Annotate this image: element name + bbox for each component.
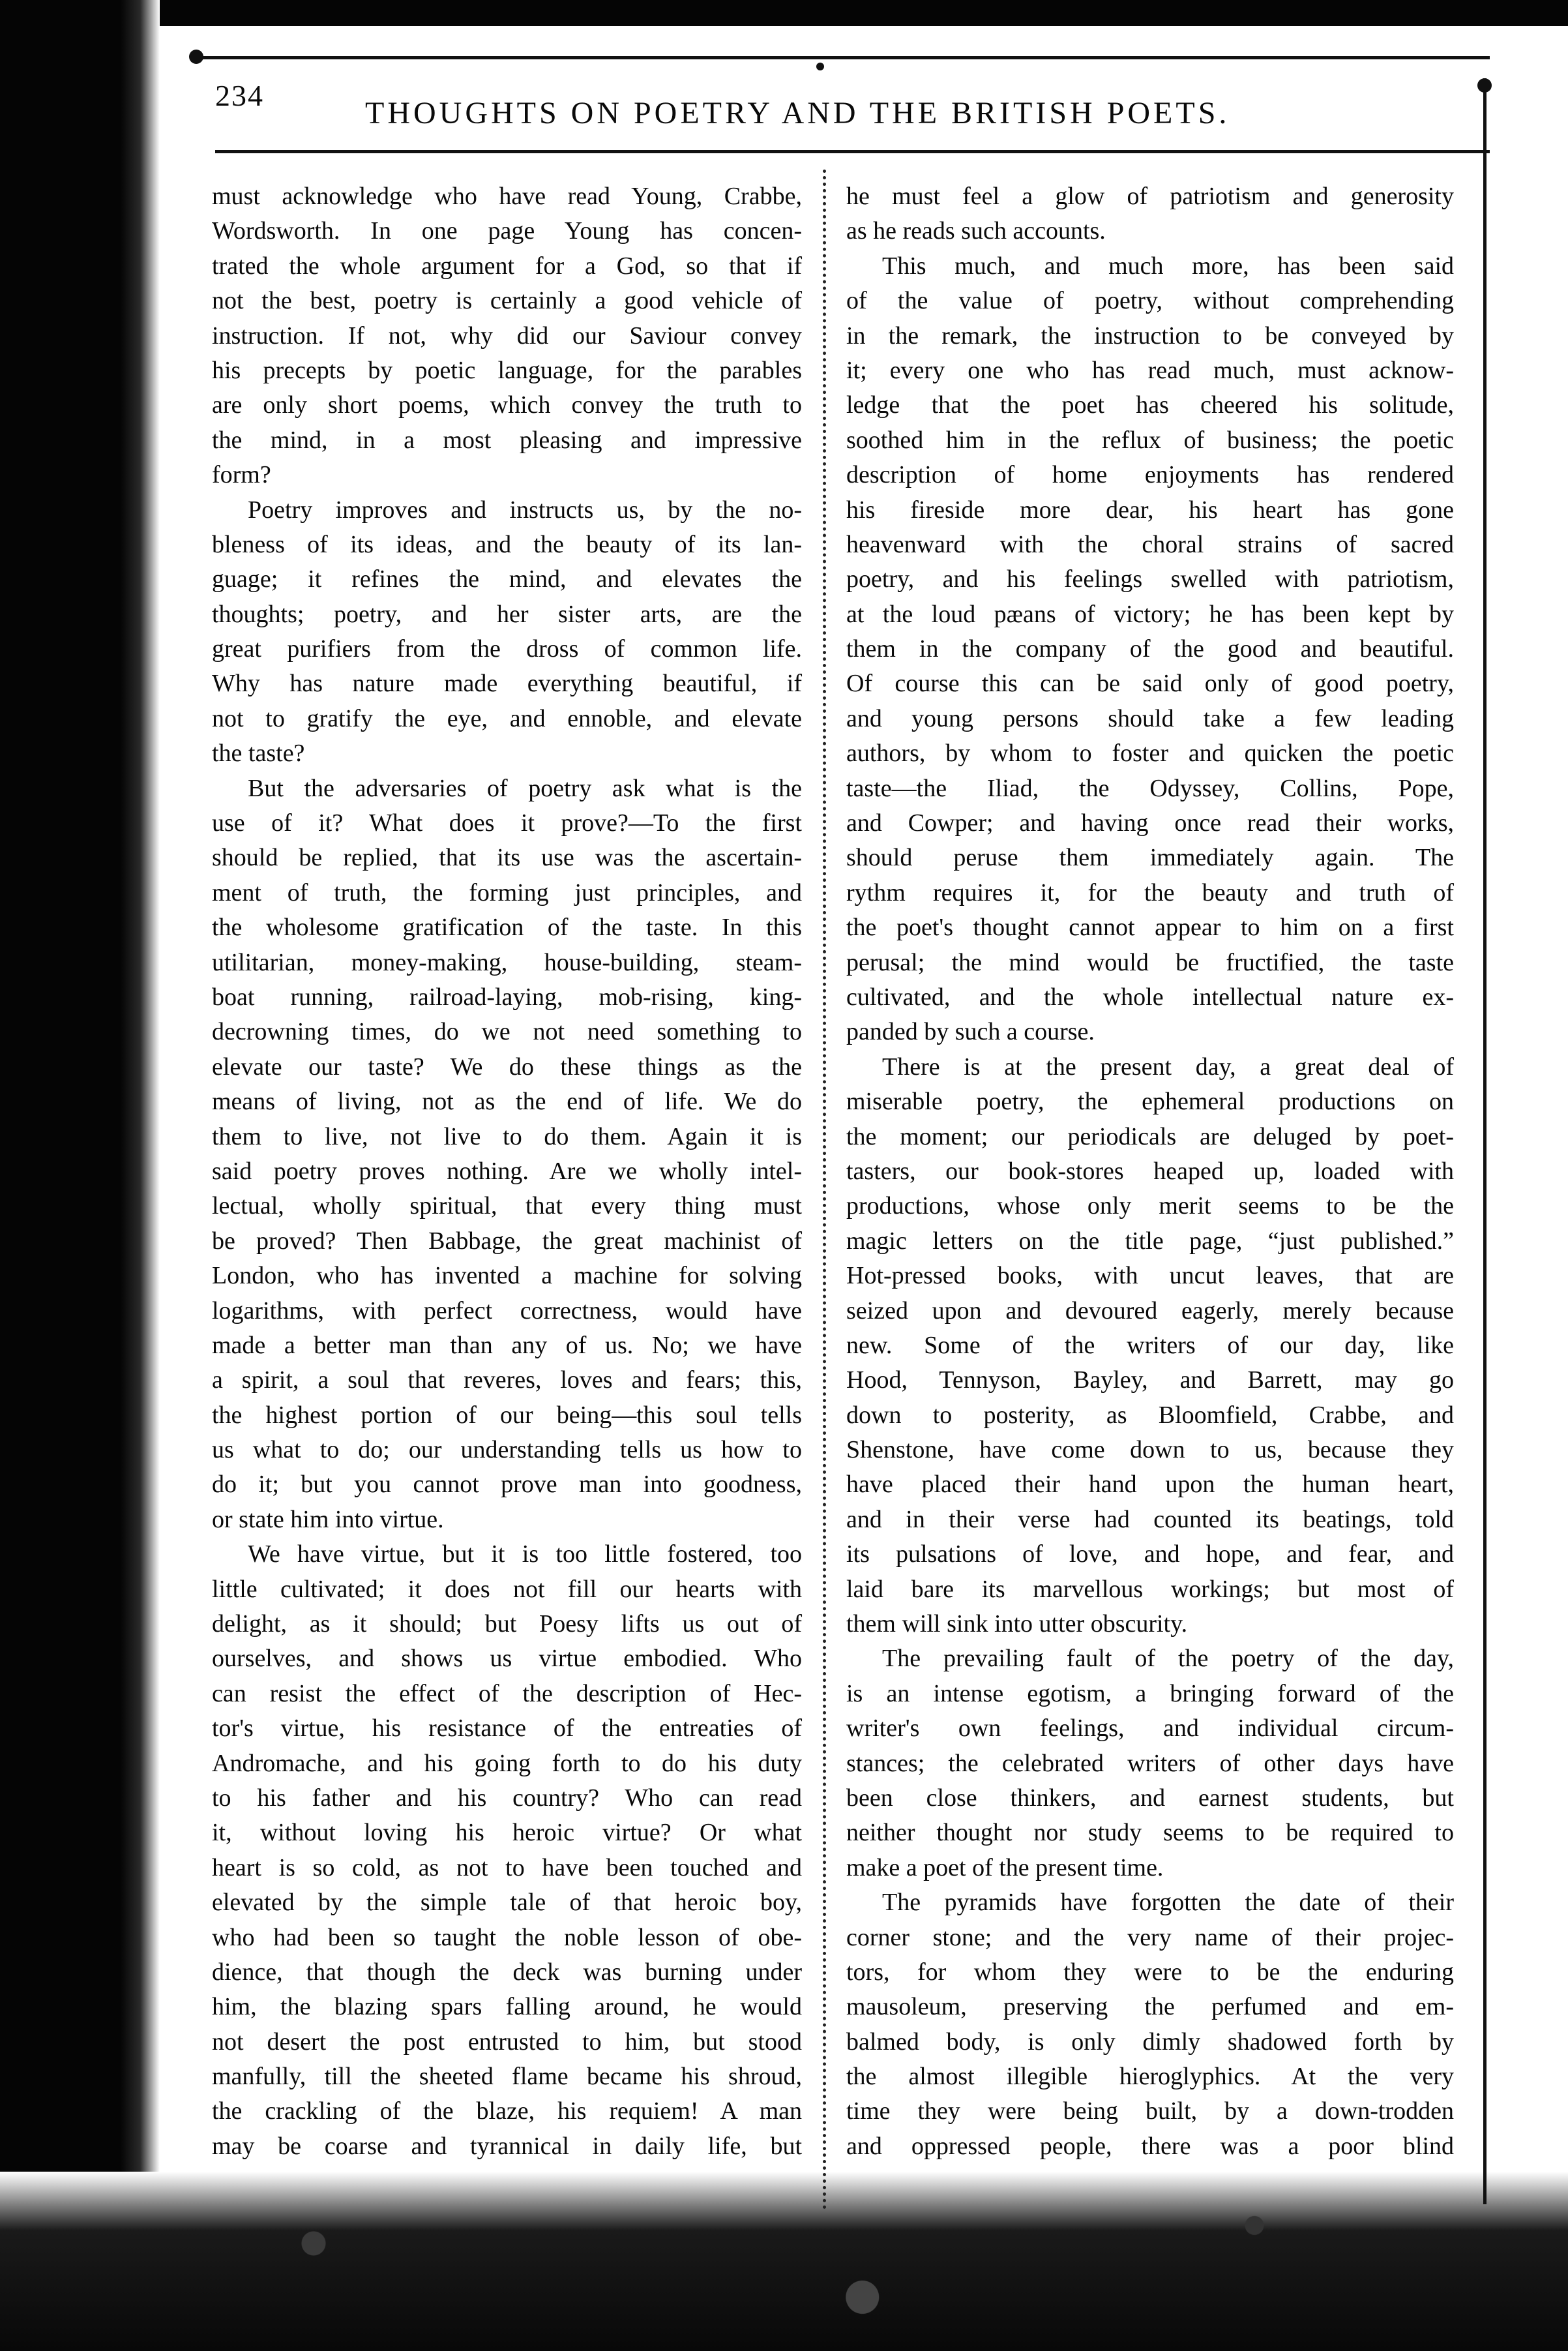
text-line: the mind, in a most pleasing and impressive [212,426,802,454]
scan-bottom-shadow [0,2172,1568,2351]
text-line: mausoleum, preserving the perfumed and em- [846,1993,1454,2021]
text-line: writer's own feelings, and individual circum- [846,1715,1454,1743]
text-line: London, who has invented a machine for solving [212,1262,802,1290]
text-line: seized upon and devoured eagerly, merely because [846,1296,1454,1325]
page-number: 234 [215,79,264,112]
text-line: There is at the present day, a great deal of [882,1053,1454,1081]
text-line: should peruse them immediately again. The [846,844,1454,872]
text-line: heart is so cold, as not to have been touched and [212,1853,802,1881]
text-line: means of living, not as the end of life. We do [212,1088,802,1116]
running-title: THOUGHTS ON POETRY AND THE BRITISH POETS. [365,96,1230,130]
text-line: them will sink into utter obscurity. [846,1610,1188,1638]
text-line: dience, that though the deck was burning under [212,1958,802,1986]
text-line: But the adversaries of poetry ask what is the [248,774,802,802]
text-line: tasters, our book-stores heaped up, loaded with [846,1157,1454,1185]
text-line: at the loud pæans of victory; he has been kept by [846,600,1454,628]
text-line: rythm requires it, for the beauty and truth of [846,878,1454,906]
text-line: productions, whose only merit seems to be the [846,1192,1454,1220]
text-line: Andromache, and his going forth to do his duty [212,1749,802,1777]
scan-binding-shadow [0,0,160,2351]
text-line: instruction. If not, why did our Saviour convey [212,322,802,350]
text-line: stances; the celebrated writers of other days have [846,1749,1454,1777]
text-line: may be coarse and tyrannical in daily life, but [212,2132,802,2160]
text-line: not to gratify the eye, and ennoble, and elevate [212,704,802,732]
header-rule [215,150,1490,153]
text-line: make a poet of the present time. [846,1853,1164,1881]
text-line: and oppressed people, there was a poor blind [846,2132,1454,2160]
corner-ornament [1477,78,1492,93]
text-line: Shenstone, have come down to us, because they [846,1436,1454,1464]
text-line: Of course this can be said only of good poetry, [846,670,1454,698]
text-line: the crackling of the blaze, his requiem! A man [212,2097,802,2125]
text-line: This much, and much more, has been said [882,252,1454,280]
text-line: a spirit, a soul that reveres, loves and fears; this, [212,1366,802,1394]
text-line: guage; it refines the mind, and elevates the [212,565,802,593]
text-line: great purifiers from the dross of common life. [212,635,802,663]
text-line: said poetry proves nothing. Are we wholly intel- [212,1157,802,1185]
text-line: have placed their hand upon the human heart, [846,1471,1454,1499]
text-line: utilitarian, money-making, house-building, steam- [212,948,802,976]
text-line: the moment; our periodicals are deluged by poet- [846,1122,1454,1150]
left-text-column [212,179,802,2164]
text-line: the wholesome gratification of the taste. In this [212,914,802,942]
column-divider [823,170,826,2211]
text-line: the almost illegible hieroglyphics. At the very [846,2063,1454,2091]
text-line: ledge that the poet has cheered his solitude, [846,391,1454,419]
text-line: decrowning times, do we not need something to [212,1018,802,1046]
text-line: boat running, railroad-laying, mob-rising, king- [212,983,802,1011]
text-line: it; every one who has read much, must acknow- [846,356,1454,384]
text-line: Poetry improves and instructs us, by the no- [248,496,802,524]
text-line: corner stone; and the very name of their projec- [846,1923,1454,1951]
ornamental-right-rule [1483,78,1487,2204]
text-line: is an intense egotism, a bringing forward of the [846,1679,1454,1707]
text-line: Hood, Tennyson, Bayley, and Barrett, may go [846,1366,1454,1394]
text-line: them to live, not live to do them. Again it is [212,1122,802,1150]
text-line: taste—the Iliad, the Odyssey, Collins, Pope, [846,774,1454,802]
text-line: use of it? What does it prove?—To the first [212,809,802,837]
text-line: the taste? [212,740,305,768]
text-line: do it; but you cannot prove man into goodness, [212,1471,802,1499]
text-line: elevated by the simple tale of that heroic boy, [212,1889,802,1917]
text-line: tors, for whom they were to be the enduring [846,1958,1454,1986]
text-line: them in the company of the good and beautiful. [846,635,1454,663]
text-line: elevate our taste? We do these things as the [212,1053,802,1081]
text-line: thoughts; poetry, and her sister arts, are the [212,600,802,628]
text-line: the poet's thought cannot appear to him on a first [846,914,1454,942]
text-line: ourselves, and shows us virtue embodied. Who [212,1645,802,1673]
text-line: Wordsworth. In one page Young has concen- [212,217,802,245]
text-line: tor's virtue, his resistance of the entreaties of [212,1715,802,1743]
text-line: are only short poems, which convey the truth to [212,391,802,419]
text-line: miserable poetry, the ephemeral productions on [846,1088,1454,1116]
text-line: trated the whole argument for a God, so that if [212,252,802,280]
text-line: should be replied, that its use was the ascertain- [212,844,802,872]
text-line: description of home enjoyments has rendered [846,461,1454,489]
text-line: of the value of poetry, without comprehending [846,287,1454,315]
text-line: in the remark, the instruction to be conveyed by [846,322,1454,350]
text-line: its pulsations of love, and hope, and fear, and [846,1540,1454,1568]
text-line: and young persons should take a few leading [846,704,1454,732]
text-line: been close thinkers, and earnest students, but [846,1784,1454,1812]
text-line: him, the blazing spars falling around, he would [212,1993,802,2021]
text-line: Hot-pressed books, with uncut leaves, that are [846,1262,1454,1290]
text-line: panded by such a course. [846,1018,1095,1046]
text-line: down to posterity, as Bloomfield, Crabbe, and [846,1401,1454,1429]
right-text-column [846,179,1454,2164]
text-line: magic letters on the title page, “just published.” [846,1227,1454,1255]
text-line: must acknowledge who have read Young, Crabbe, [212,183,802,210]
text-line: logarithms, with perfect correctness, would have [212,1296,802,1325]
text-line: bleness of its ideas, and the beauty of its lan- [212,530,802,558]
center-ornament [816,63,824,70]
text-line: lectual, wholly spiritual, that every thing must [212,1192,802,1220]
text-line: or state him into virtue. [212,1505,444,1533]
text-line: as he reads such accounts. [846,217,1106,245]
ornamental-top-rule [196,56,1490,59]
text-line: Why has nature made everything beautiful, if [212,670,802,698]
text-line: not desert the post entrusted to him, but stood [212,2028,802,2056]
scan-top-shadow [0,0,1568,26]
text-line: he must feel a glow of patriotism and generosity [846,183,1454,210]
text-line: little cultivated; it does not fill our hearts with [212,1575,802,1603]
text-line: balmed body, is only dimly shadowed forth by [846,2028,1454,2056]
text-line: The pyramids have forgotten the date of their [882,1889,1454,1917]
text-line: who had been so taught the noble lesson of obe- [212,1923,802,1951]
text-line: can resist the effect of the description of Hec- [212,1679,802,1707]
text-line: and in their verse had counted its beatings, told [846,1505,1454,1533]
text-line: made a better man than any of us. No; we have [212,1331,802,1359]
text-line: his fireside more dear, his heart has gone [846,496,1454,524]
text-line: poetry, and his feelings swelled with patriotism, [846,565,1454,593]
text-line: us what to do; our understanding tells us how to [212,1436,802,1464]
text-line: the highest portion of our being—this soul tells [212,1401,802,1429]
text-line: ment of truth, the forming just principles, and [212,878,802,906]
text-line: new. Some of the writers of our day, like [846,1331,1454,1359]
text-line: We have virtue, but it is too little fostered, too [248,1540,802,1568]
text-line: time they were being built, by a down-trodden [846,2097,1454,2125]
text-line: neither thought nor study seems to be required to [846,1819,1454,1847]
text-line: his precepts by poetic language, for the parables [212,356,802,384]
text-line: cultivated, and the whole intellectual nature ex- [846,983,1454,1011]
corner-ornament [189,50,203,64]
text-line: it, without loving his heroic virtue? Or what [212,1819,802,1847]
text-line: delight, as it should; but Poesy lifts us out of [212,1610,802,1638]
text-line: laid bare its marvellous workings; but most of [846,1575,1454,1603]
text-line: heavenward with the choral strains of sacred [846,530,1454,558]
text-line: form? [212,461,271,489]
text-line: be proved? Then Babbage, the great machinist of [212,1227,802,1255]
text-line: to his father and his country? Who can read [212,1784,802,1812]
text-line: manfully, till the sheeted flame became his shroud, [212,2063,802,2091]
text-line: The prevailing fault of the poetry of the day, [882,1645,1454,1673]
text-line: soothed him in the reflux of business; the poetic [846,426,1454,454]
text-line: and Cowper; and having once read their works, [846,809,1454,837]
text-line: perusal; the mind would be fructified, the taste [846,948,1454,976]
text-line: authors, by whom to foster and quicken the poetic [846,740,1454,768]
text-line: not the best, poetry is certainly a good vehicle of [212,287,802,315]
